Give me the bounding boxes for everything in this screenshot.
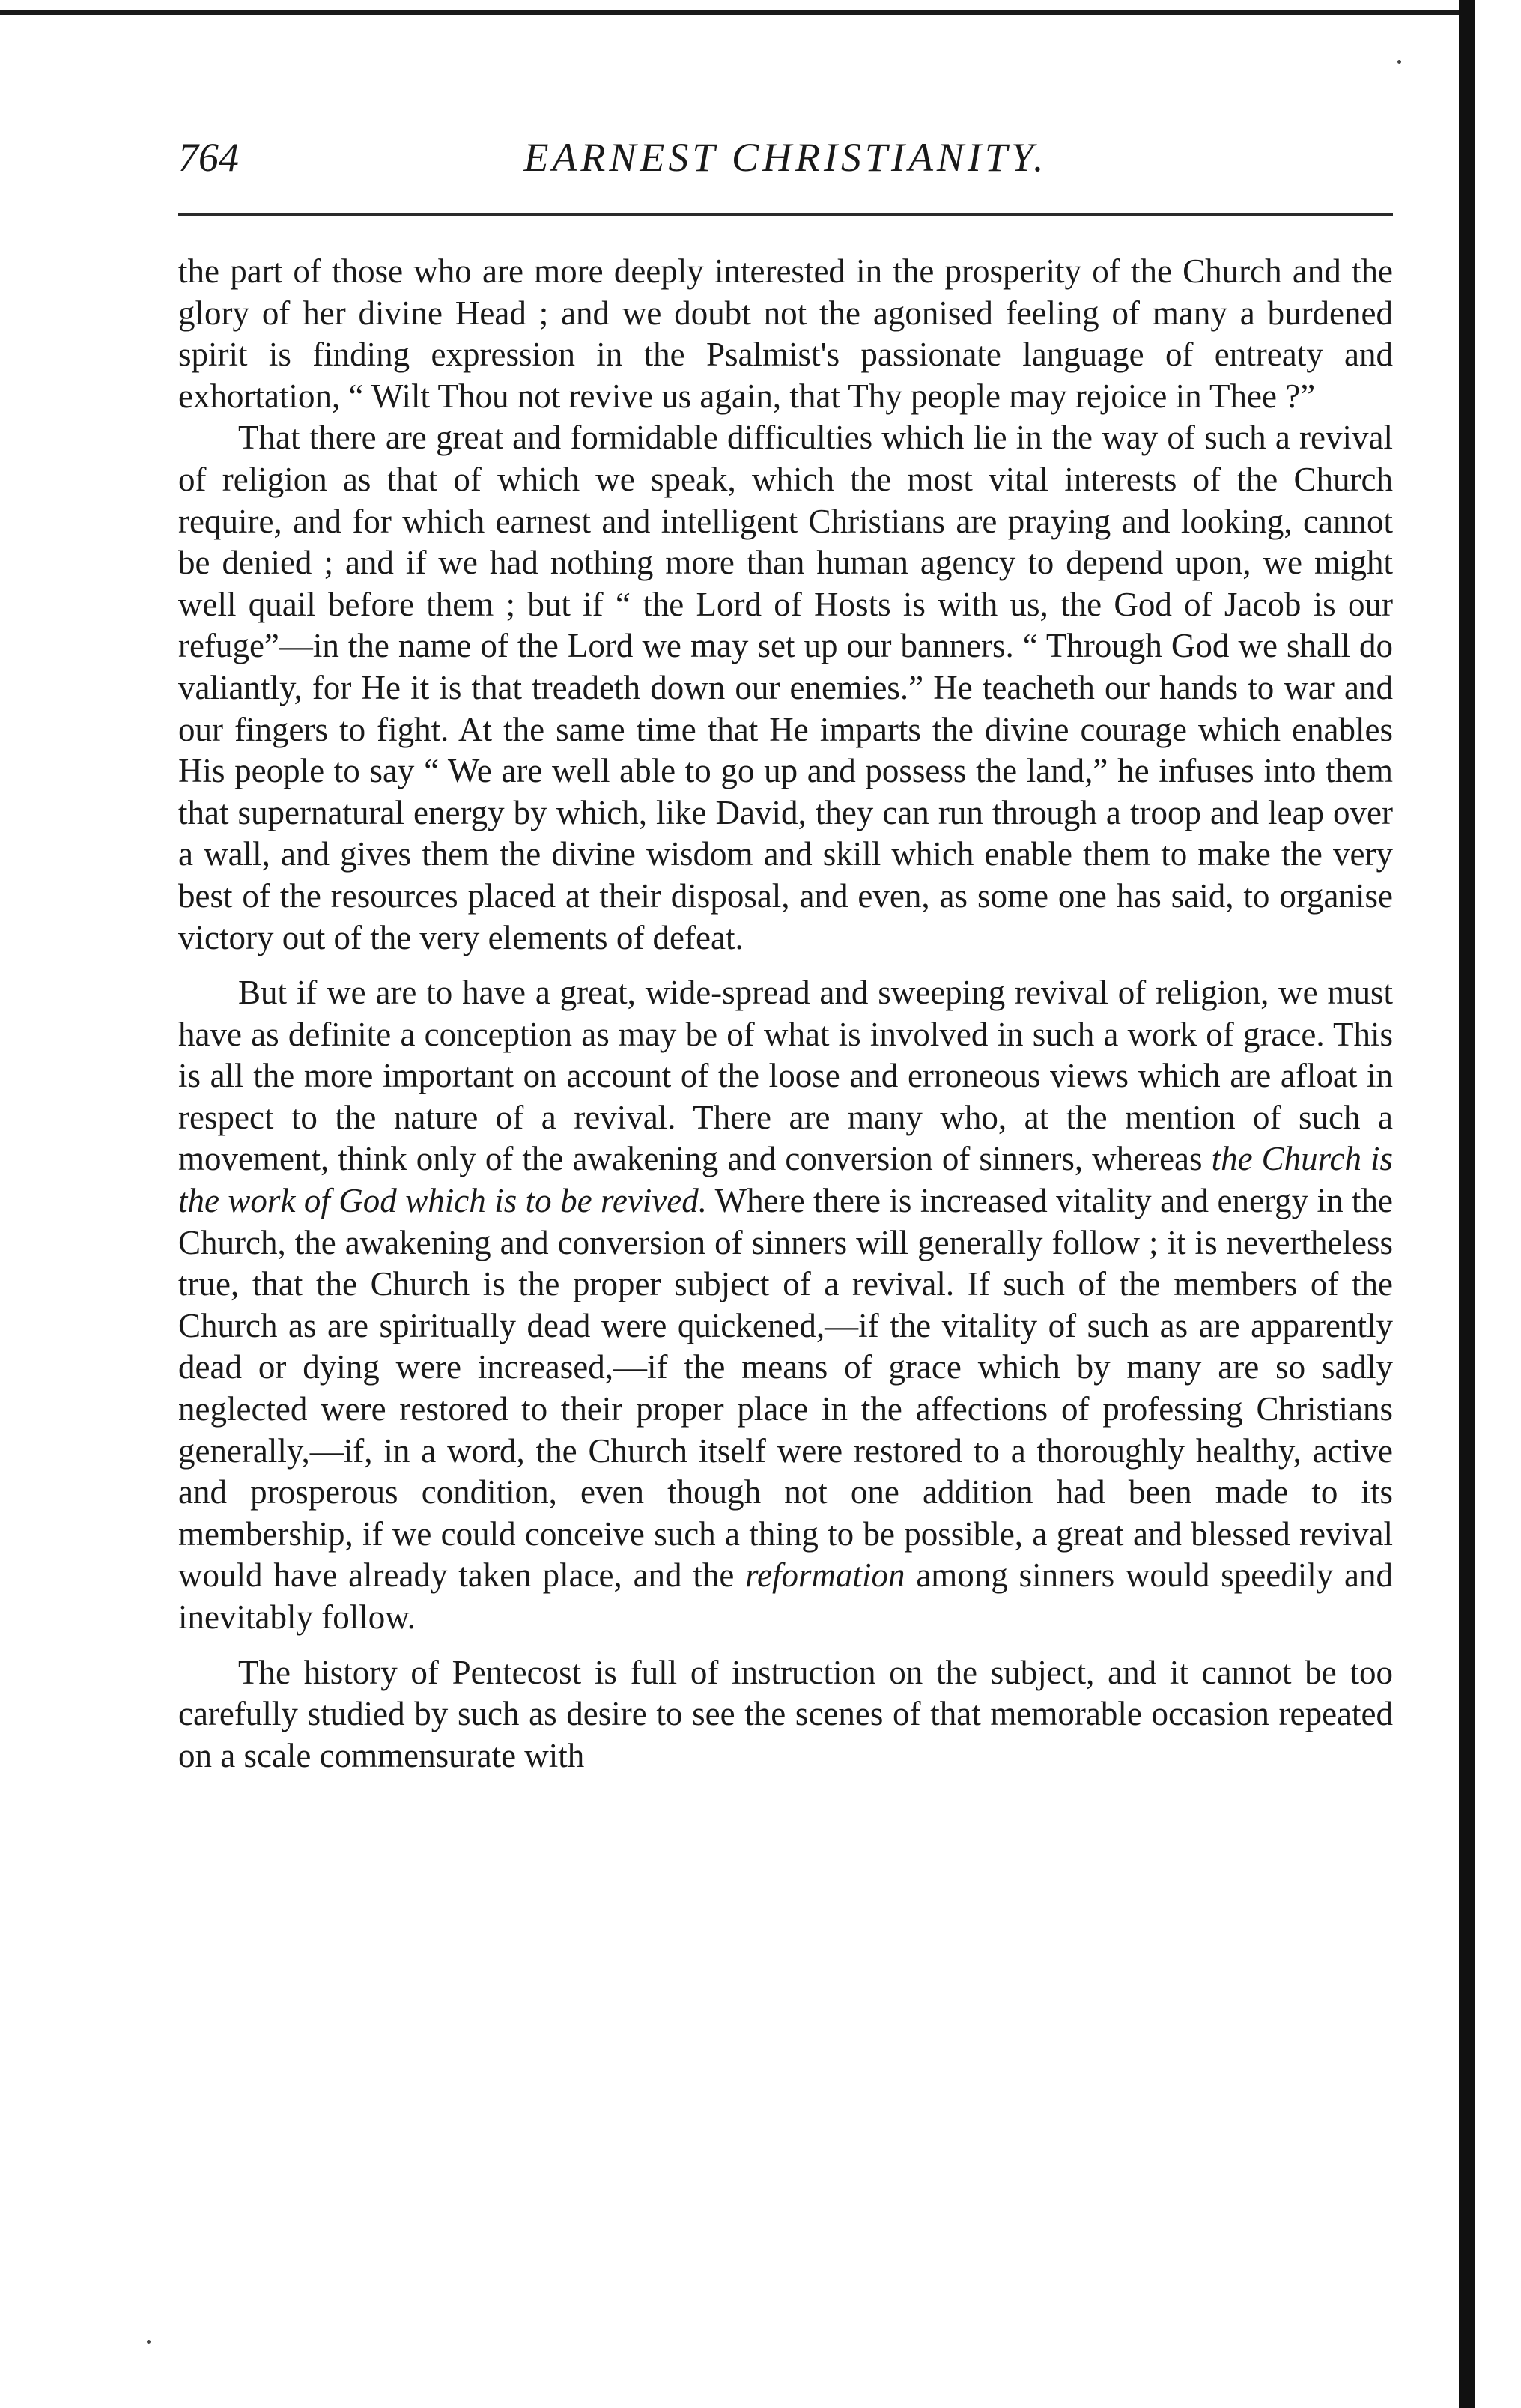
page-header — [178, 112, 1393, 202]
page-edge-shadow — [1459, 0, 1475, 2408]
paper-speck — [147, 2340, 151, 2344]
emphasis-reformation: reformation — [745, 1556, 905, 1595]
paragraph-text: Where there is increased vitality and energy in the Church, the awakening and conversion of sinners will generally follow ; it is nevertheless true, that the Church is the proper subject of a revival. If such of the members of the Church as are spiritually dead were quickened,—if the vitality of such as are apparently dead or dying were increased,—if the means of grace which by many are so sadly neglected were restored to their proper place in the affections of professing Christians generally,—if, in a word, the Church itself were restored to a thoroughly healthy, active and prosperous condition, even though not one addition had been made to its membership, if we could conceive such a thing to be possible, a great and blessed revival would have already taken place, and the — [178, 1182, 1393, 1595]
running-title: EARNEST CHRISTIANITY. — [523, 135, 1048, 180]
body-text — [178, 251, 1393, 1777]
paragraph-text: The history of Pentecost is full of instruction on the subject, and it cannot be too carefully studied by such as desire to see the scenes of that memorable occasion repeated on a scale commensurate with — [178, 1653, 1393, 1774]
paragraph-text: But if we are to have a great, wide-spread and sweeping revival of religion, we must have as definite a conception as may be of what is involved in such a work of grace. This is all the more important on account of the loose and erroneous views which are afloat in respect to the nature of a revival. There are many who, at the mention of such a movement, think only of the awakening and conversion of sinners, whereas — [178, 974, 1393, 1178]
top-edge-rule — [0, 10, 1460, 15]
page-number: 764 — [178, 135, 239, 180]
paper-speck — [1397, 60, 1401, 64]
paragraph-text: the part of those who are more deeply interested in the prosperity of the Church and the glory of her divine Head ; and we doubt not the agonised feeling of many a burdened spirit is finding expression in the Psalmist's passionate language of entreaty and exhortation, “ Wilt Thou not revive us again, that Thy people may rejoice in Thee ?” — [178, 252, 1393, 415]
paragraph-1 — [178, 251, 1393, 417]
emphasis-church-revived: the Church is the work of God which is to be revived. — [178, 1140, 1393, 1220]
paragraph-3 — [178, 972, 1393, 1639]
paragraph-text: That there are great and formidable difficulties which lie in the way of such a revival of religion as that of which we speak, which the most vital interests of the Church require, and for which earnest and intelligent Christians are praying and looking, cannot be denied ; and if we had nothing more than human agency to depend upon, we might well quail before them ; but if “ the Lord of Hosts is with us, the God of Jacob is our refuge”—in the name of the Lord we may set up our banners. “ Through God we shall do valiantly, for He it is that treadeth down our enemies.” He teacheth our hands to war and our fingers to fight. At the same time that He imparts the divine courage which enables His people to say “ We are well able to go up and possess the land,” he infuses into them that supernatural energy by which, like David, they can run through a troop and leap over a wall, and gives them the divine wisdom and skill which enable them to make the very best of the resources placed at their disposal, and even, as some one has said, to organise victory out of the very elements of defeat. — [178, 419, 1393, 956]
header-rule — [178, 213, 1393, 216]
paragraph-text: among sinners would speedily and inevitably follow. — [178, 1556, 1393, 1636]
paragraph-4 — [178, 1652, 1393, 1777]
paragraph-2 — [178, 417, 1393, 959]
